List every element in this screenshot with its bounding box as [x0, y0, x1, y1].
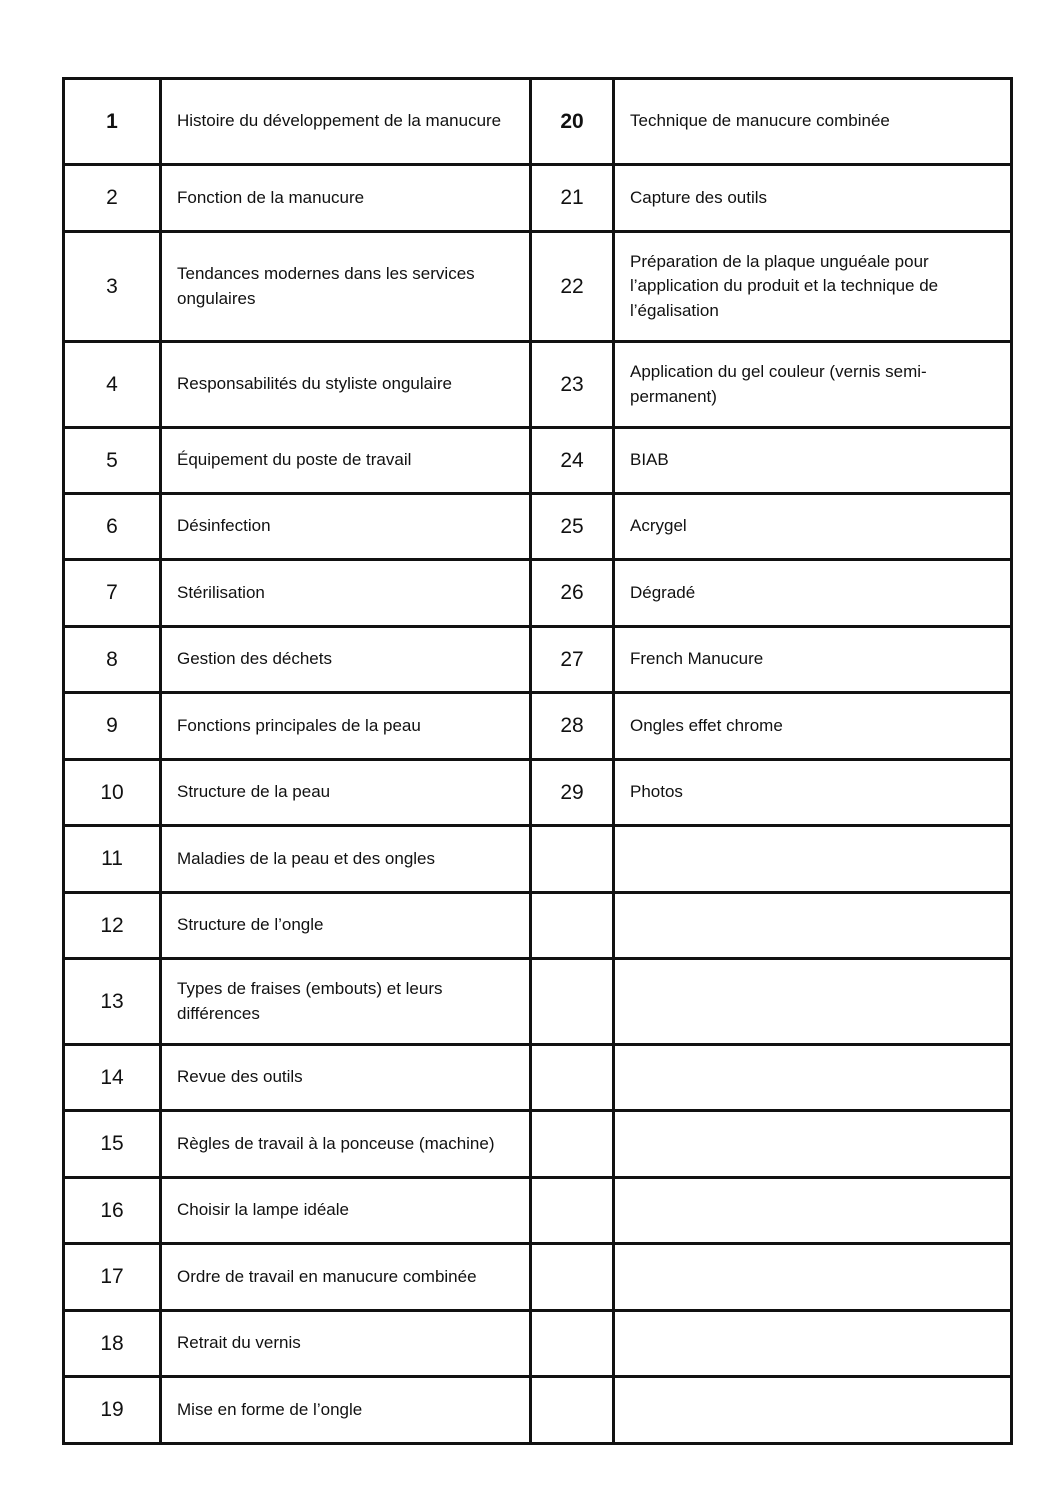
chapter-number: 21 [531, 165, 614, 232]
chapter-number: 16 [64, 1178, 161, 1244]
chapter-number: 19 [64, 1377, 161, 1444]
chapter-number: 9 [64, 693, 161, 760]
chapter-title: Photos [614, 760, 1012, 826]
chapter-title [614, 1377, 1012, 1444]
chapter-title: Mise en forme de l’ongle [161, 1377, 531, 1444]
chapter-title [614, 959, 1012, 1045]
chapter-title [614, 826, 1012, 893]
chapter-title: Structure de l’ongle [161, 893, 531, 959]
chapter-number: 7 [64, 560, 161, 627]
chapter-title [614, 893, 1012, 959]
chapter-title: BIAB [614, 428, 1012, 494]
chapter-number: 4 [64, 342, 161, 428]
chapter-number [531, 1377, 614, 1444]
table-row [64, 1244, 1012, 1311]
chapter-number [531, 826, 614, 893]
chapter-number: 15 [64, 1111, 161, 1178]
chapter-title [614, 1045, 1012, 1111]
chapter-title: Acrygel [614, 494, 1012, 560]
chapter-number [531, 1111, 614, 1178]
chapter-number [531, 1178, 614, 1244]
table-row [64, 693, 1012, 760]
chapter-title: Structure de la peau [161, 760, 531, 826]
chapter-title: Fonctions principales de la peau [161, 693, 531, 760]
chapter-number: 13 [64, 959, 161, 1045]
chapter-title: Types de fraises (embouts) et leurs différences [161, 959, 531, 1045]
table-row [64, 428, 1012, 494]
chapter-number: 8 [64, 627, 161, 693]
chapter-title: Fonction de la manucure [161, 165, 531, 232]
chapter-number: 24 [531, 428, 614, 494]
table-row [64, 627, 1012, 693]
chapter-title: Équipement du poste de travail [161, 428, 531, 494]
chapter-number: 18 [64, 1311, 161, 1377]
table-row [64, 1178, 1012, 1244]
chapter-title: Règles de travail à la ponceuse (machine) [161, 1111, 531, 1178]
chapter-number: 14 [64, 1045, 161, 1111]
chapter-title: Ongles effet chrome [614, 693, 1012, 760]
chapter-title [614, 1178, 1012, 1244]
chapter-title [614, 1311, 1012, 1377]
chapter-title: Technique de manucure combinée [614, 79, 1012, 165]
chapter-number: 2 [64, 165, 161, 232]
table-row [64, 1045, 1012, 1111]
table-row [64, 79, 1012, 165]
chapter-number: 11 [64, 826, 161, 893]
chapter-number: 1 [64, 79, 161, 165]
chapter-title: Préparation de la plaque unguéale pour l’application du produit et la technique de l’égalisation [614, 232, 1012, 342]
chapter-title: Gestion des déchets [161, 627, 531, 693]
chapter-title: Tendances modernes dans les services ongulaires [161, 232, 531, 342]
chapter-number [531, 959, 614, 1045]
chapter-number: 17 [64, 1244, 161, 1311]
chapter-title: Capture des outils [614, 165, 1012, 232]
chapter-title [614, 1244, 1012, 1311]
table-row [64, 1311, 1012, 1377]
chapter-title: Revue des outils [161, 1045, 531, 1111]
chapter-number [531, 1311, 614, 1377]
chapter-title: Retrait du vernis [161, 1311, 531, 1377]
chapter-title: French Manucure [614, 627, 1012, 693]
chapter-number: 20 [531, 79, 614, 165]
chapter-number: 28 [531, 693, 614, 760]
table-row [64, 826, 1012, 893]
table-row [64, 760, 1012, 826]
chapter-number: 5 [64, 428, 161, 494]
chapter-title: Désinfection [161, 494, 531, 560]
chapter-number [531, 893, 614, 959]
chapter-title: Stérilisation [161, 560, 531, 627]
table-row [64, 494, 1012, 560]
chapter-number: 29 [531, 760, 614, 826]
table-row [64, 342, 1012, 428]
table-row [64, 959, 1012, 1045]
chapter-title: Application du gel couleur (vernis semi-permanent) [614, 342, 1012, 428]
chapter-number: 12 [64, 893, 161, 959]
chapter-title: Ordre de travail en manucure combinée [161, 1244, 531, 1311]
chapter-number: 22 [531, 232, 614, 342]
chapter-number: 26 [531, 560, 614, 627]
chapter-title: Histoire du développement de la manucure [161, 79, 531, 165]
table-row [64, 560, 1012, 627]
table-row [64, 1377, 1012, 1444]
table-row [64, 232, 1012, 342]
chapter-number: 10 [64, 760, 161, 826]
table-row [64, 893, 1012, 959]
chapter-title [614, 1111, 1012, 1178]
table-row [64, 1111, 1012, 1178]
chapter-title: Maladies de la peau et des ongles [161, 826, 531, 893]
chapter-number [531, 1244, 614, 1311]
chapter-title: Dégradé [614, 560, 1012, 627]
chapter-number: 23 [531, 342, 614, 428]
chapter-title: Responsabilités du styliste ongulaire [161, 342, 531, 428]
chapter-number: 6 [64, 494, 161, 560]
table-of-contents [62, 77, 1013, 1445]
chapter-number: 25 [531, 494, 614, 560]
chapter-number: 3 [64, 232, 161, 342]
chapter-number: 27 [531, 627, 614, 693]
chapter-title: Choisir la lampe idéale [161, 1178, 531, 1244]
chapter-number [531, 1045, 614, 1111]
table-row [64, 165, 1012, 232]
